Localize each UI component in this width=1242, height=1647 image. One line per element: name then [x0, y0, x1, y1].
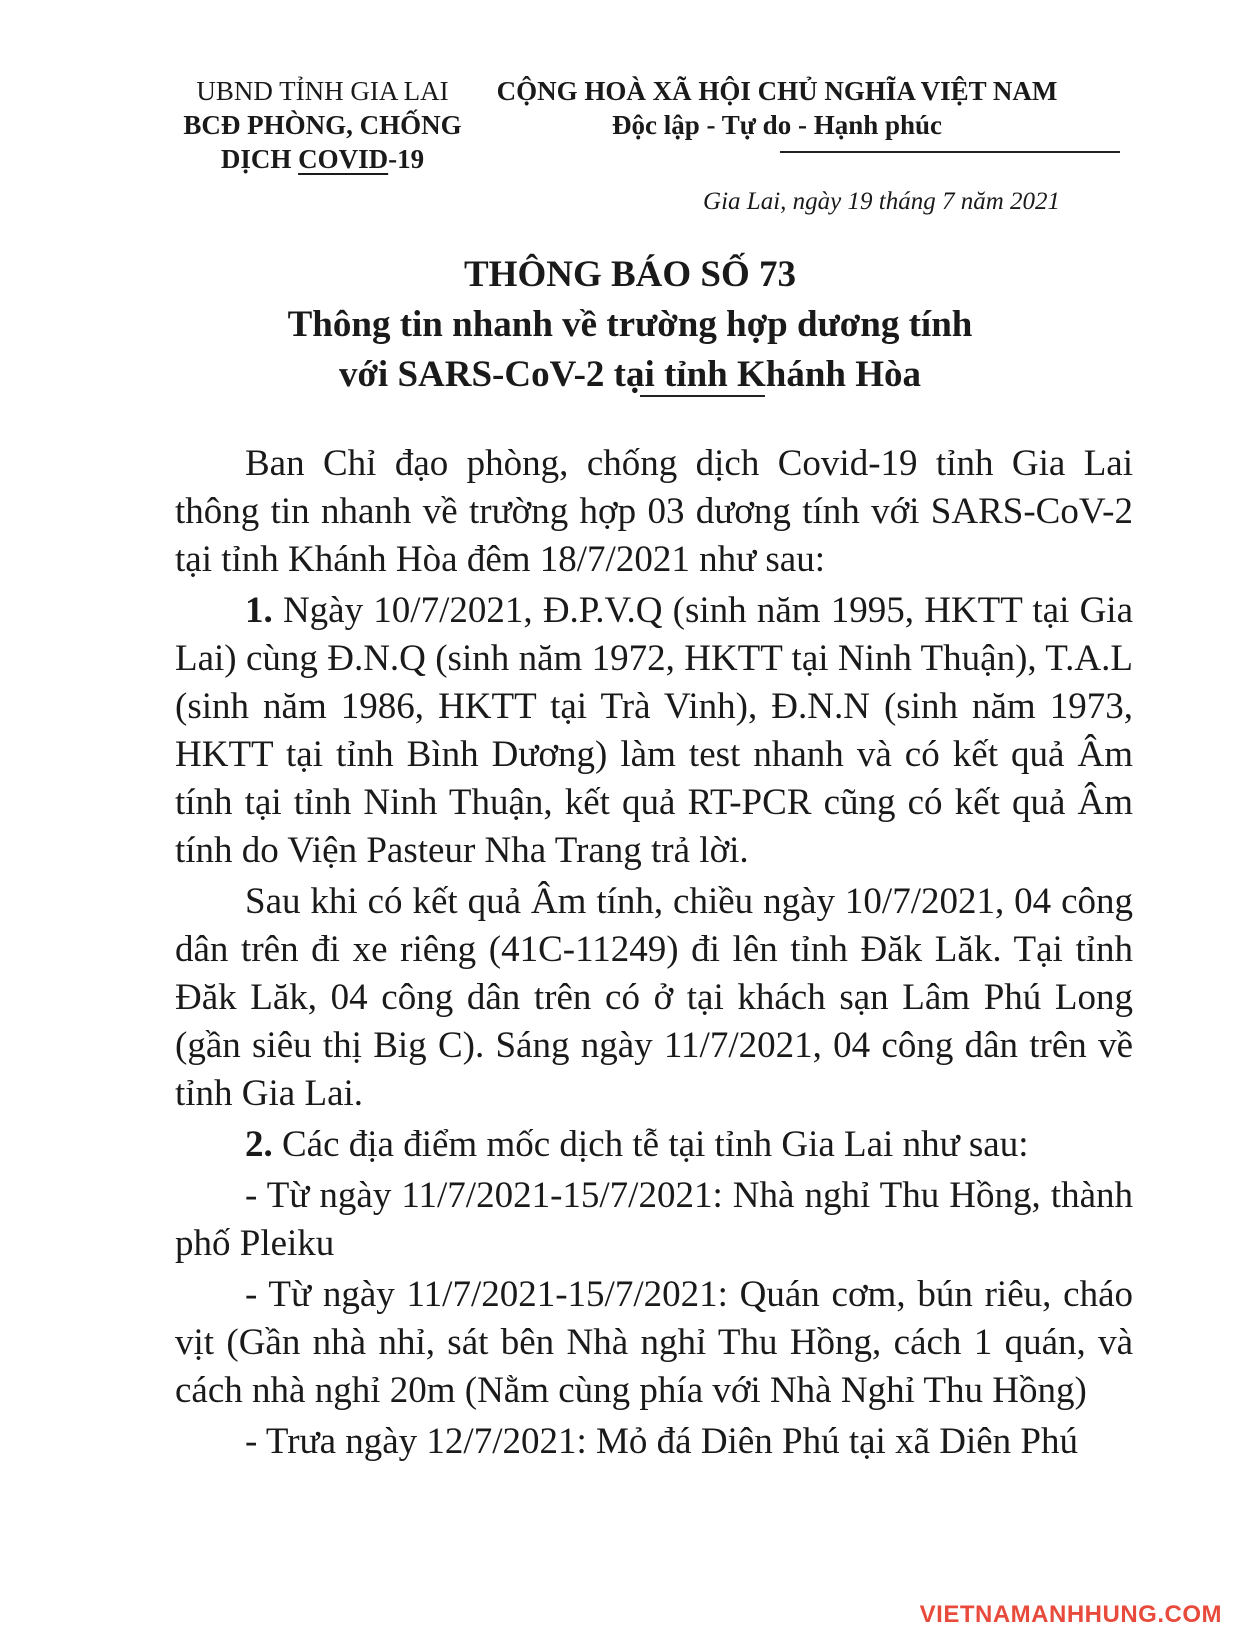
section-2-paragraph	[175, 1121, 1133, 1169]
site-watermark: VIETNAMANHHUNG.COM	[919, 1601, 1222, 1628]
national-motto: Độc lập - Tự do - Hạnh phúc	[611, 110, 943, 140]
intro-paragraph: Ban Chỉ đạo phòng, chống dịch Covid-19 tỉnh Gia Lai thông tin nhanh về trường hợp 03 dương tính với SARS-CoV-2 tại tỉnh Khánh Hòa đêm 18/7/2021 như sau:	[175, 443, 1133, 580]
title-number: THÔNG BÁO SỐ 73	[463, 254, 797, 295]
section-2-number: 2.	[245, 1124, 273, 1165]
national-header	[482, 74, 1072, 142]
section-1-paragraph	[175, 587, 1133, 875]
section-1-text: Ngày 10/7/2021, Đ.P.V.Q (sinh năm 1995, HKTT tại Gia Lai) cùng Đ.N.Q (sinh năm 1972, HKTT tại Ninh Thuận), T.A.L (sinh năm 1986, HKTT tại Trà Vinh), Đ.N.N (sinh năm 1973, HKTT tại tỉnh Bình Dương) làm test nhanh và có kết quả Âm tính tại tỉnh Ninh Thuận, kết quả RT-PCR cũng có kết quả Âm tính do Viện Pasteur Nha Trang trả lời.	[175, 590, 1133, 871]
location-item-3: - Trưa ngày 12/7/2021: Mỏ đá Diên Phú tại xã Diên Phú	[245, 1421, 1078, 1462]
title-underline	[640, 395, 765, 397]
title-subject-1: Thông tin nhanh về trường hợp dương tính	[287, 304, 973, 345]
motto-underline	[780, 151, 1120, 153]
agency-line-1: UBND TỈNH GIA LAI	[196, 76, 449, 106]
title-subject-2: với SARS-CoV-2 tại tỉnh Khánh Hòa	[338, 354, 922, 395]
document-title	[150, 250, 1110, 400]
section-2-text: Các địa điểm mốc dịch tễ tại tỉnh Gia Lai như sau:	[272, 1124, 1029, 1165]
agency-line-3-suffix: -19	[388, 144, 425, 174]
agency-line-2: BCĐ PHÒNG, CHỐNG	[183, 110, 462, 140]
agency-line-3-prefix: DỊCH	[220, 144, 299, 174]
location-item-1: - Từ ngày 11/7/2021-15/7/2021: Nhà nghỉ Thu Hồng, thành phố Pleiku	[175, 1175, 1133, 1264]
location-item-2: - Từ ngày 11/7/2021-15/7/2021: Quán cơm, bún riêu, cháo vịt (Gần nhà nhỉ, sát bên Nhà nghỉ Thu Hồng, cách 1 quán, và cách nhà nghỉ 20m (Nằm cùng phía với Nhà Nghỉ Thu Hồng)	[175, 1274, 1133, 1411]
agency-line-3	[170, 142, 475, 176]
agency-line-3-underlined: COVID	[298, 144, 389, 174]
national-title: CỘNG HOÀ XÃ HỘI CHỦ NGHĨA VIỆT NAM	[496, 76, 1058, 106]
document-date: Gia Lai, ngày 19 tháng 7 năm 2021	[703, 188, 1060, 215]
travel-paragraph: Sau khi có kết quả Âm tính, chiều ngày 10/7/2021, 04 công dân trên đi xe riêng (41C-11249) đi lên tỉnh Đăk Lăk. Tại tỉnh Đăk Lăk, 04 công dân trên có ở tại khách sạn Lâm Phú Long (gần siêu thị Big C). Sáng ngày 11/7/2021, 04 công dân trên về tỉnh Gia Lai.	[175, 881, 1133, 1114]
section-1-number: 1.	[245, 590, 273, 631]
document-body	[175, 440, 1133, 1469]
issuing-agency	[170, 74, 475, 176]
